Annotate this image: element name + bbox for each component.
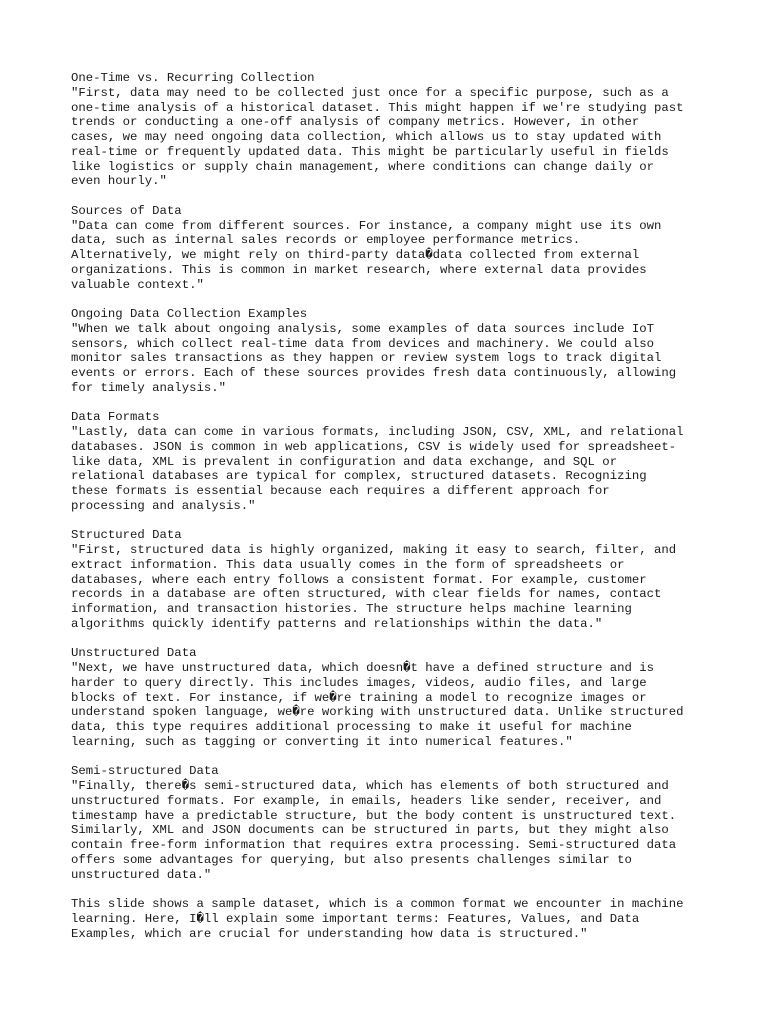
text-line: trends or conducting a one-off analysis of company metrics. However, in other <box>71 115 640 130</box>
text-line: "Finally, there�s semi-structured data, which has elements of both structured and <box>71 779 669 793</box>
paragraph-gap <box>71 189 711 204</box>
paragraph-gap <box>71 750 711 765</box>
text-line: sensors, which collect real-time data from devices and machinery. We could also <box>71 336 654 351</box>
text-line: records in a database are often structured, with clear fields for names, contact <box>71 587 662 602</box>
text-line: monitor sales transactions as they happen or review system logs to track digital <box>71 351 662 366</box>
text-line: data, this type requires additional processing to make it useful for machine <box>71 720 632 734</box>
text-line: events or errors. Each of these sources provides fresh data continuously, allowing <box>71 366 677 380</box>
paragraph-gap <box>71 396 711 411</box>
text-line: databases. JSON is common in web applications, CSV is widely used for spreadsheet- <box>71 439 677 454</box>
text-line: harder to query directly. This includes images, videos, audio files, and large <box>71 675 647 690</box>
text-line: databases, where each entry follows a consistent format. For example, customer <box>71 572 647 587</box>
text-line: even hourly." <box>71 174 167 189</box>
text-line: "First, data may need to be collected just once for a specific purpose, such as a <box>71 85 669 100</box>
text-line: learning, such as tagging or converting it into numerical features." <box>71 734 573 749</box>
text-line: timestamp have a predictable structure, but the body content is unstructured text. <box>71 808 677 823</box>
text-line: relational databases are typical for complex, structured datasets. Recognizing <box>71 469 647 484</box>
text-line: Data Formats <box>71 410 160 425</box>
text-line: for timely analysis." <box>71 380 226 395</box>
text-line: one-time analysis of a historical dataset. This might happen if we're studying past <box>71 100 684 115</box>
text-line: like data, XML is prevalent in configuration and data exchange, and SQL or <box>71 454 618 469</box>
paragraph-gap <box>71 514 711 529</box>
text-line: "Lastly, data can come in various formats, including JSON, CSV, XML, and relational <box>71 425 684 439</box>
text-line: algorithms quickly identify patterns and relationships within the data." <box>71 616 603 631</box>
text-line: unstructured formats. For example, in emails, headers like sender, receiver, and <box>71 793 662 808</box>
text-line: information, and transaction histories. The structure helps machine learning <box>71 602 632 616</box>
text-line: valuable context." <box>71 277 204 292</box>
text-line: Unstructured Data <box>71 646 197 661</box>
text-line: organizations. This is common in market research, where external data provides <box>71 262 647 277</box>
text-line: processing and analysis." <box>71 498 256 513</box>
text-line: unstructured data." <box>71 867 212 882</box>
paragraph-gap <box>71 632 711 647</box>
text-line: offers some advantages for querying, but also presents challenges similar to <box>71 852 632 867</box>
text-line: blocks of text. For instance, if we�re training a model to recognize images or <box>71 690 647 705</box>
text-line: Structured Data <box>71 528 182 543</box>
text-line: data, such as internal sales records or employee performance metrics. <box>71 233 581 248</box>
text-line: One-Time vs. Recurring Collection <box>71 71 315 85</box>
text-line: "Next, we have unstructured data, which doesn�t have a defined structure and is <box>71 661 654 675</box>
text-line: This slide shows a sample dataset, which is a common format we encounter in machine <box>71 897 684 911</box>
text-line: "Data can come from different sources. For instance, a company might use its own <box>71 218 662 233</box>
text-line: contain free-form information that requires extra processing. Semi-structured data <box>71 838 677 852</box>
text-line: Similarly, XML and JSON documents can be structured in parts, but they might also <box>71 823 669 838</box>
text-line: Alternatively, we might rely on third-party data�data collected from external <box>71 248 640 262</box>
text-line: learning. Here, I�ll explain some important terms: Features, Values, and Data <box>71 911 640 926</box>
text-line: real-time or frequently updated data. This might be particularly useful in fields <box>71 144 669 159</box>
paragraph-gap <box>71 292 711 307</box>
document-page <box>71 71 711 941</box>
text-line: like logistics or supply chain management, where conditions can change daily or <box>71 159 654 174</box>
text-line: Examples, which are crucial for understanding how data is structured." <box>71 926 588 941</box>
text-line: Semi-structured Data <box>71 764 219 779</box>
text-line: Sources of Data <box>71 203 182 218</box>
text-line: these formats is essential because each requires a different approach for <box>71 484 610 498</box>
text-line: "When we talk about ongoing analysis, some examples of data sources include IoT <box>71 321 654 336</box>
text-line: Ongoing Data Collection Examples <box>71 307 308 321</box>
text-line: extract information. This data usually comes in the form of spreadsheets or <box>71 557 625 572</box>
text-line: "First, structured data is highly organized, making it easy to search, filter, and <box>71 543 677 557</box>
paragraph-gap <box>71 882 711 897</box>
text-line: cases, we may need ongoing data collection, which allows us to stay updated with <box>71 130 662 144</box>
text-line: understand spoken language, we�re working with unstructured data. Unlike structured <box>71 705 684 720</box>
